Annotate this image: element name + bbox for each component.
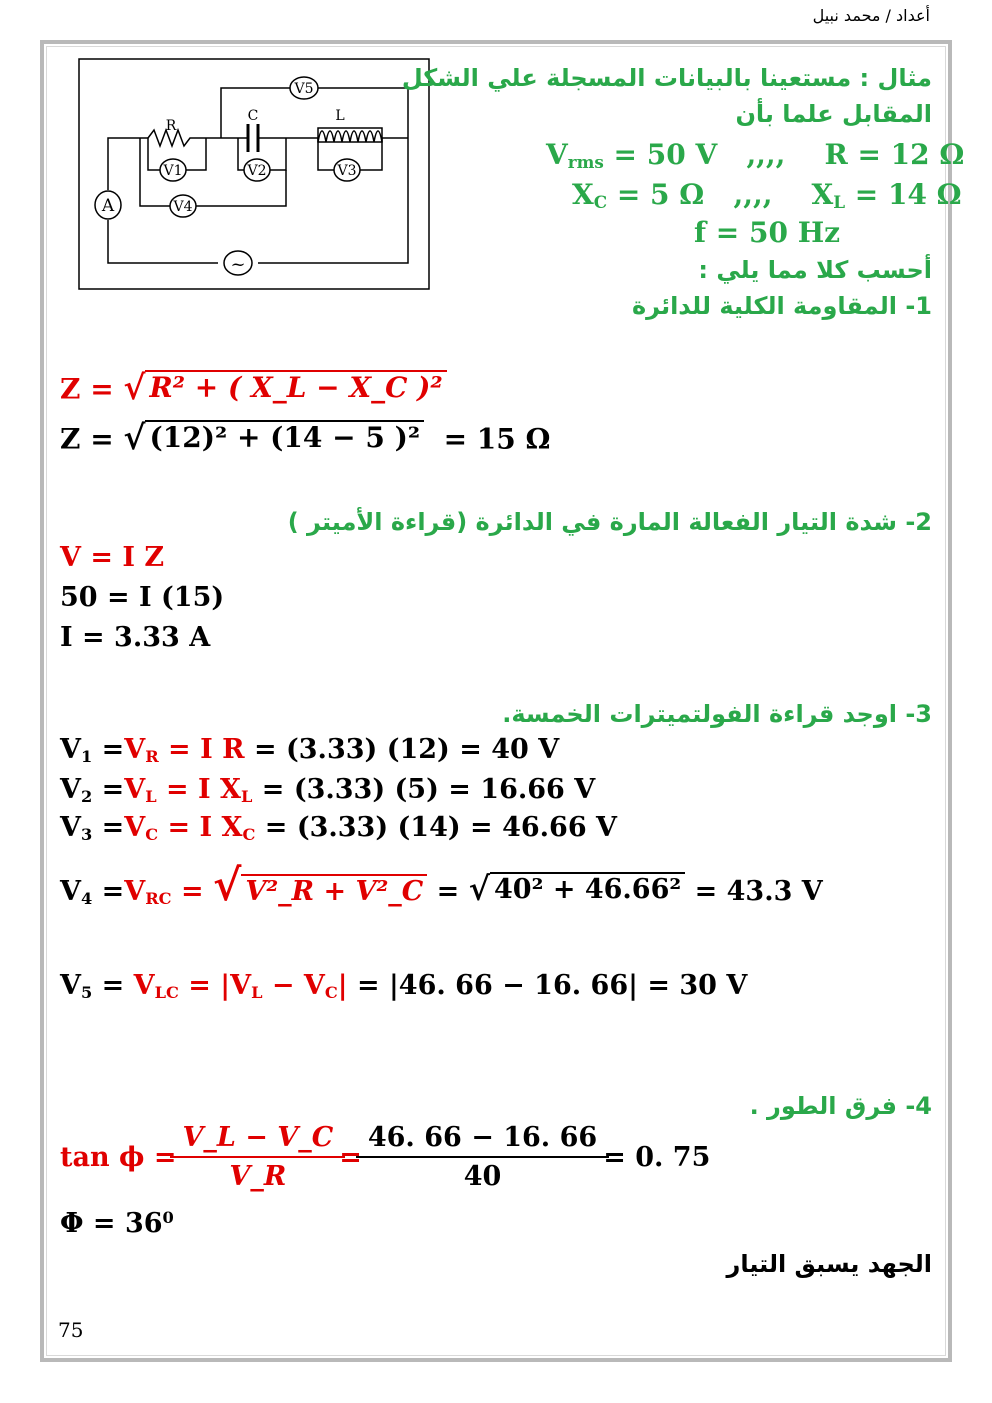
impedance-formula: Z = √ R² + ( X_L − X_C )² — [60, 370, 447, 406]
v2-line: $V_2 =V_L = I$ $X_L = (3.33) (5) = 16.66$ V — [60, 774, 596, 807]
current-equation: 50 = I (15) — [60, 582, 225, 613]
ohm-law: V = I Z — [60, 542, 165, 573]
ask-line: أحسب كلا مما يلي : — [698, 256, 932, 284]
phase-conclusion: الجهد يسبق التيار — [726, 1250, 932, 1278]
v4-label: V4 — [173, 199, 193, 215]
given-line2: $X_C = 5$ Ω ,,,, $X_L = 14$ Ω — [572, 178, 962, 213]
page-number: 75 — [58, 1318, 84, 1342]
given-line1: $V_{rms} = 50$ V ,,,, R = 12 Ω — [546, 138, 965, 173]
impedance-calculation: Z = √ (12)² + (14 − 5 )² = 15 Ω — [60, 416, 551, 457]
circuit-diagram — [78, 58, 430, 290]
l-label: L — [335, 108, 345, 124]
problem-intro-line2: المقابل علما بأن — [735, 100, 932, 128]
v2-label: V2 — [247, 163, 267, 179]
question-1: 1- المقاومة الكلية للدائرة — [631, 292, 932, 320]
given-frequency: f = 50 Hz — [694, 216, 841, 249]
current-result: I = 3.33 A — [60, 622, 211, 653]
v1-line: $V_1 =V_R = I$ R = (3.33) (12) = 40 V — [60, 734, 560, 767]
question-2: 2- شدة التيار الفعالة المارة في الدائرة (قراءة الأميتر ) — [287, 508, 932, 536]
problem-intro-line1: مثال : مستعينا بالبيانات المسجلة علي الشكل — [401, 64, 932, 92]
v3-line: $V_3 =V_C = I$ $X_C = (3.33) (14) = 46.66$ V — [60, 812, 617, 845]
v3-label: V3 — [337, 163, 357, 179]
ac-source-symbol: ~ — [230, 254, 246, 275]
v4-line: $V_4 =V_{RC}$ = √ V²_R + V²_C = √ 40² + 46.66² = 43.3 V — [60, 860, 823, 911]
r-label: R — [165, 118, 177, 134]
question-4: 4- فرق الطور . — [749, 1092, 932, 1120]
phase-equation: tan ϕ = $\frac{V\_L - V\_C}{V\_R}$ = $\frac{46. 66 - 16. 66}{40}$ = 0. 75 — [60, 1122, 711, 1192]
v5-line: $V_5 = V_{LC} = |V_L - V_C| = |46$. 66 − 16. 66| = 30 V — [60, 970, 748, 1003]
question-3: 3- اوجد قراءة الفولتميترات الخمسة. — [502, 700, 932, 728]
v5-label: V5 — [294, 81, 314, 97]
phase-fraction-symbolic: $\frac{V\_L - V\_C}{V\_R}$ — [176, 1122, 339, 1192]
v1-label: V1 — [163, 163, 183, 179]
phase-angle: $\Phi = 36^0$ — [60, 1208, 174, 1239]
ammeter-label: A — [101, 196, 115, 216]
c-label: C — [247, 108, 259, 124]
phase-fraction-numeric: $\frac{46. 66 - 16. 66}{40}$ — [362, 1122, 603, 1192]
author-header: أعداد / محمد نبيل — [812, 6, 930, 25]
